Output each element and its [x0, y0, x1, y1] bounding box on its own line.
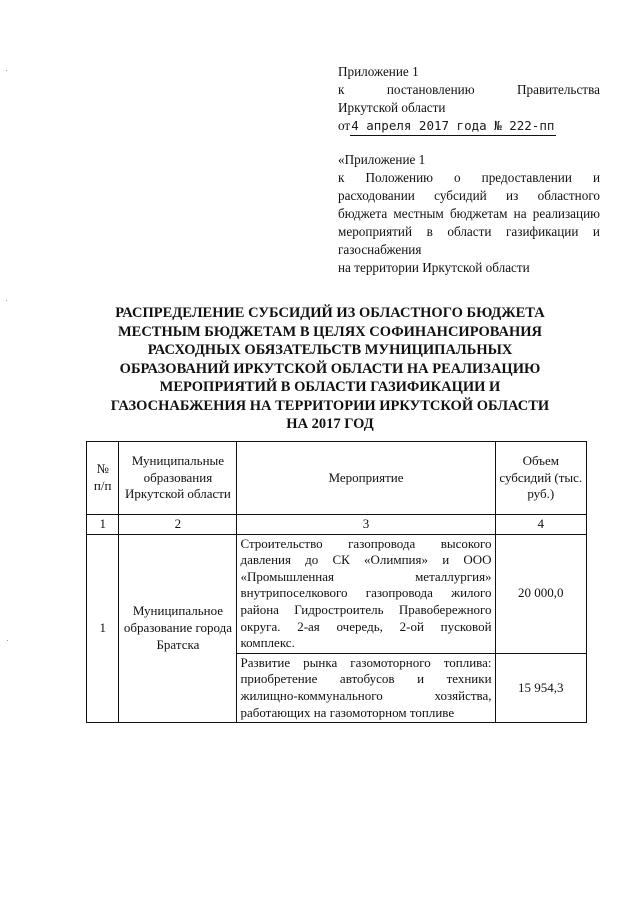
annex-prep: к — [338, 82, 345, 97]
annex-government-word: Правительства — [516, 82, 600, 97]
subsidy-distribution-table — [86, 441, 587, 723]
handwritten-date-number: 4 апреля 2017 года № 222-пп — [350, 117, 556, 136]
annex2-paragraph: к Положению о предоставлении и расходовании субсидий из областного бюджета местным бюджетам на реализацию мероприятий в области газификации и газоснабжения — [338, 170, 600, 257]
row-activity: Развитие рынка газомоторного топлива: приобретение автобусов и техники жилищно-коммунального хозяйства, работающих на газомоторном топливе — [237, 653, 495, 722]
annex-header-regulation — [338, 151, 600, 277]
scan-speck — [6, 70, 7, 71]
annex-resolution-word: постановлению — [386, 82, 475, 97]
annex-title: Приложение 1 — [338, 64, 419, 79]
row-activity: Строительство газопровода высокого давления до СК «Олимпия» и ООО «Промышленная металлургия» внутрипоселкового газопровода жилого района Гидростроитель Правобережного округа. 2-ая очередь, 2-ой пусковой комплекс. — [237, 534, 495, 653]
annex2-last-line: на территории Иркутской области — [338, 260, 530, 275]
column-index-row — [87, 515, 587, 535]
column-index-cell: 2 — [119, 515, 237, 535]
annex-from-label: от — [338, 118, 351, 133]
column-index-cell: 1 — [87, 515, 119, 535]
table-header-row — [87, 442, 587, 515]
row-amount: 20 000,0 — [495, 534, 586, 653]
column-index-cell: 4 — [495, 515, 586, 535]
scan-speck — [6, 300, 7, 301]
header-municipality: Муниципальные образования Иркутской области — [119, 442, 237, 515]
document-title: РАСПРЕДЕЛЕНИЕ СУБСИДИЙ ИЗ ОБЛАСТНОГО БЮДЖЕТА МЕСТНЫМ БЮДЖЕТАМ В ЦЕЛЯХ СОФИНАНСИРОВАНИЯ РАСХОДНЫХ ОБЯЗАТЕЛЬСТВ МУНИЦИПАЛЬНЫХ ОБРАЗОВАНИЙ ИРКУТСКОЙ ОБЛАСТИ НА РЕАЛИЗАЦИЮ МЕРОПРИЯТИЙ В ОБЛАСТИ ГАЗИФИКАЦИИ И ГАЗОСНАБЖЕНИЯ НА ТЕРРИТОРИИ ИРКУТСКОЙ ОБЛАСТИ НА 2017 ГОД — [110, 305, 550, 432]
annex-header-resolution — [338, 63, 600, 136]
row-municipality: Муниципальное образование города Братска — [119, 534, 237, 723]
annex-to-resolution-line — [338, 81, 600, 99]
table-row — [87, 534, 587, 653]
scan-speck — [7, 640, 8, 641]
annex-date-line — [338, 117, 600, 136]
row-num: 1 — [87, 534, 119, 723]
annex-region: Иркутской области — [338, 100, 446, 115]
annex2-title: «Приложение 1 — [338, 152, 426, 167]
header-activity: Мероприятие — [237, 442, 495, 515]
header-num: № п/п — [87, 442, 119, 515]
column-index-cell: 3 — [237, 515, 495, 535]
row-amount: 15 954,3 — [495, 653, 586, 722]
header-amount: Объем субсидий (тыс. руб.) — [495, 442, 586, 515]
